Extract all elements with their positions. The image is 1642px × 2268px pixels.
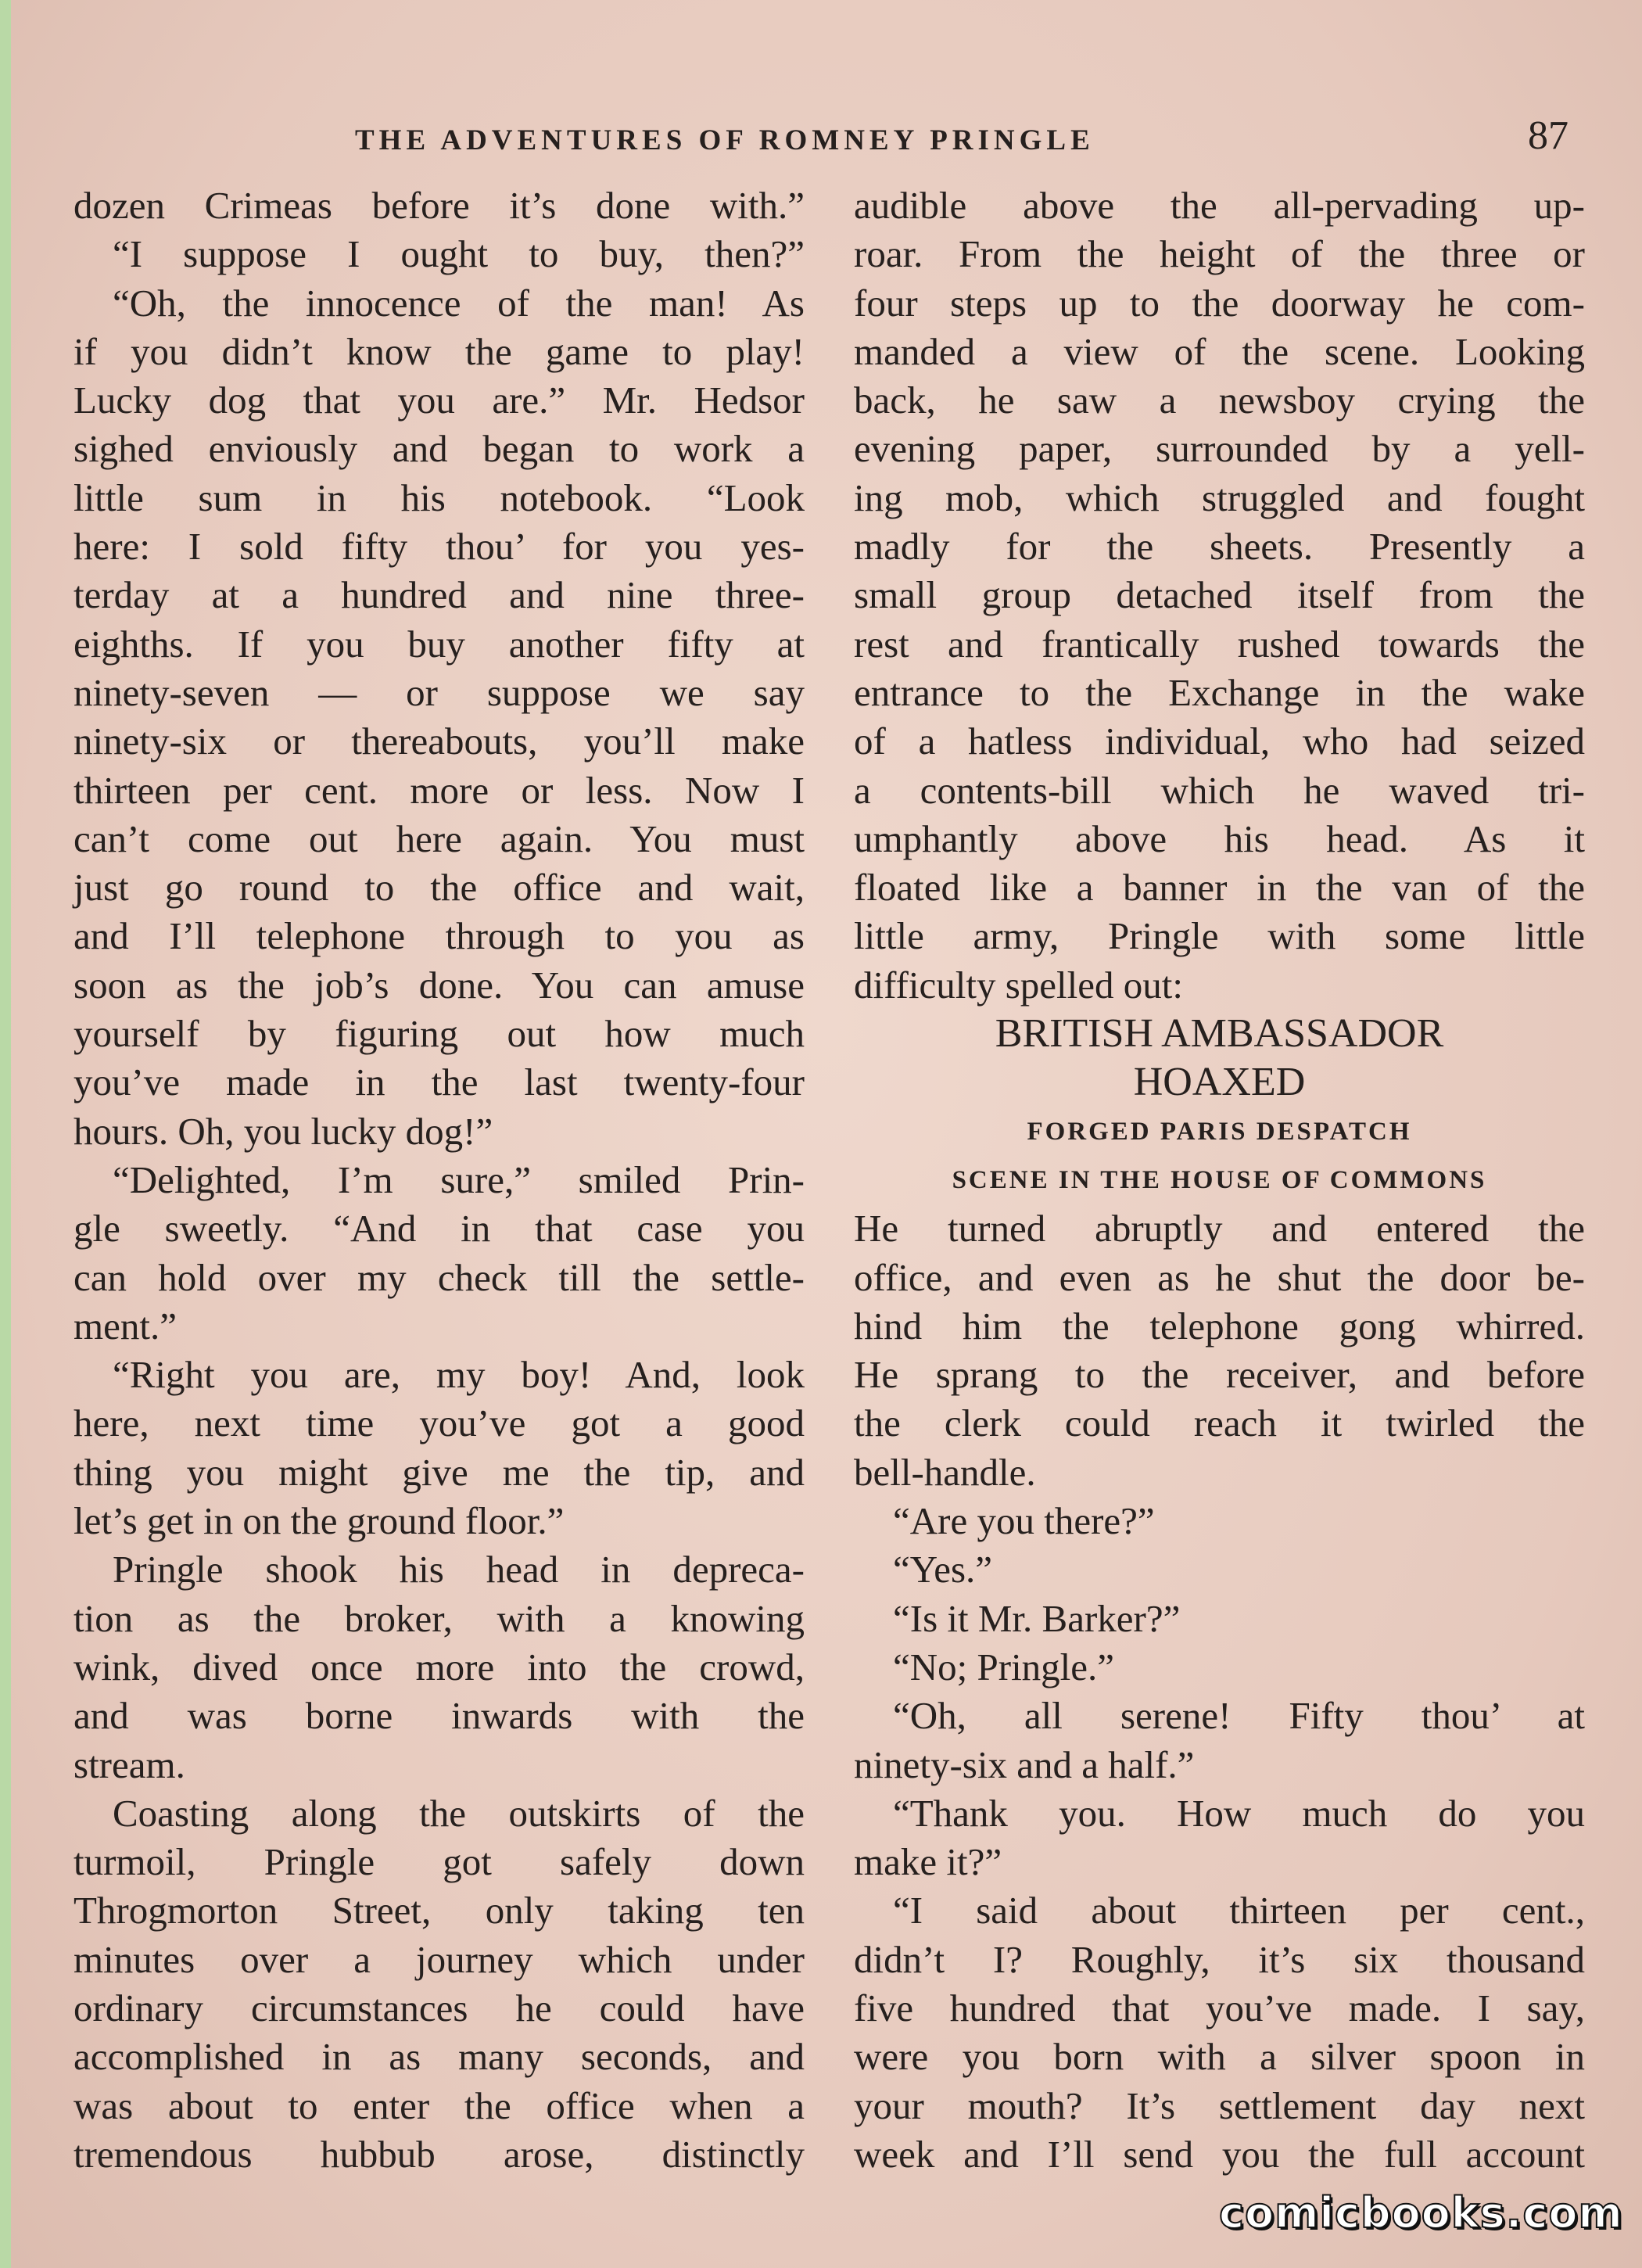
- text-line: ing mob, which struggled and fought: [854, 475, 1585, 519]
- text-line: soon as the job’s done. You can amuse: [73, 963, 805, 1007]
- page-number: 87: [1528, 113, 1569, 158]
- text-line: turmoil, Pringle got safely down: [73, 1840, 805, 1884]
- text-line: “Oh, all serene! Fifty thou’ at: [893, 1694, 1585, 1738]
- text-line: and I’ll telephone through to you as: [73, 914, 805, 958]
- text-line: ninety-six and a half.”: [854, 1742, 1195, 1786]
- site-watermark: comicbooks.com: [1219, 2188, 1623, 2237]
- text-line: make it?”: [854, 1840, 1002, 1884]
- text-line: floated like a banner in the van of the: [854, 866, 1585, 910]
- text-line: “Are you there?”: [893, 1499, 1155, 1543]
- text-line: here, next time you’ve got a good: [73, 1401, 805, 1445]
- text-line: didn’t I? Roughly, it’s six thousand: [854, 1937, 1585, 1981]
- left-column: [73, 181, 805, 2179]
- text-line: thirteen per cent. more or less. Now I: [73, 768, 805, 812]
- text-line: back, he saw a newsboy crying the: [854, 379, 1585, 422]
- text-line: sighed enviously and began to work a: [73, 427, 805, 471]
- text-line: if you didn’t know the game to play!: [73, 329, 805, 373]
- headline-line: HOAXED: [1133, 1060, 1306, 1105]
- text-line: stream.: [73, 1742, 185, 1786]
- text-line: Coasting along the outskirts of the: [113, 1791, 805, 1835]
- text-line: office, and even as he shut the door be-: [854, 1255, 1585, 1299]
- text-line: a contents-bill which he waved tri-: [854, 768, 1585, 812]
- text-line: madly for the sheets. Presently a: [854, 525, 1585, 569]
- text-line: entrance to the Exchange in the wake: [854, 670, 1585, 714]
- text-line: just go round to the office and wait,: [73, 866, 805, 910]
- text-line: ment.”: [73, 1304, 177, 1348]
- text-line: rest and frantically rushed towards the: [854, 622, 1585, 666]
- text-line: difficulty spelled out:: [854, 963, 1183, 1007]
- text-line: four steps up to the doorway he com-: [854, 281, 1585, 325]
- text-line: “Thank you. How much do you: [893, 1791, 1585, 1835]
- text-line: five hundred that you’ve made. I say,: [854, 1986, 1585, 2029]
- text-line: hours. Oh, you lucky dog!”: [73, 1109, 493, 1153]
- text-line: wink, dived once more into the crowd,: [73, 1645, 805, 1688]
- text-line: can hold over my check till the settle-: [73, 1255, 805, 1299]
- text-line: tremendous hubbub arose, distinctly: [73, 2132, 805, 2176]
- text-line: “I said about thirteen per cent.,: [893, 1889, 1585, 1932]
- subheadline-line: SCENE IN THE HOUSE OF COMMONS: [952, 1165, 1487, 1194]
- text-line: was about to enter the office when a: [73, 2083, 805, 2127]
- text-line: He sprang to the receiver, and before: [854, 1353, 1585, 1397]
- text-line: umphantly above his head. As it: [854, 816, 1585, 860]
- text-line: of a hatless individual, who had seized: [854, 720, 1585, 763]
- text-line: thing you might give me the tip, and: [73, 1450, 805, 1494]
- text-line: Throgmorton Street, only taking ten: [73, 1889, 805, 1932]
- text-line: ordinary circumstances he could have: [73, 1986, 805, 2029]
- text-line: “Oh, the innocence of the man! As: [113, 281, 805, 325]
- subheadline-line: FORGED PARIS DESPATCH: [1027, 1117, 1412, 1146]
- text-line: small group detached itself from the: [854, 573, 1585, 617]
- text-line: eighths. If you buy another fifty at: [73, 622, 805, 666]
- text-line: “I suppose I ought to buy, then?”: [113, 232, 805, 276]
- text-line: Pringle shook his head in depreca-: [113, 1548, 805, 1592]
- text-line: the clerk could reach it twirled the: [854, 1401, 1585, 1445]
- text-line: minutes over a journey which under: [73, 1937, 805, 1981]
- text-line: your mouth? It’s settlement day next: [854, 2083, 1585, 2127]
- headline-line: BRITISH AMBASSADOR: [995, 1011, 1444, 1057]
- text-line: week and I’ll send you the full account: [854, 2132, 1585, 2176]
- text-line: “Is it Mr. Barker?”: [893, 1596, 1181, 1640]
- text-line: terday at a hundred and nine three-: [73, 573, 805, 617]
- text-line: Lucky dog that you are.” Mr. Hedsor: [73, 379, 805, 422]
- text-line: hind him the telephone gong whirred.: [854, 1304, 1585, 1348]
- text-line: bell-handle.: [854, 1450, 1036, 1494]
- text-line: dozen Crimeas before it’s done with.”: [73, 184, 805, 227]
- text-line: evening paper, surrounded by a yell-: [854, 427, 1585, 471]
- text-line: tion as the broker, with a knowing: [73, 1596, 805, 1640]
- text-line: let’s get in on the ground floor.”: [73, 1499, 565, 1543]
- text-line: and was borne inwards with the: [73, 1694, 805, 1738]
- text-line: little army, Pringle with some little: [854, 914, 1585, 958]
- text-line: “Yes.”: [893, 1548, 993, 1592]
- text-line: roar. From the height of the three or: [854, 232, 1585, 276]
- running-title: THE ADVENTURES OF ROMNEY PRINGLE: [355, 124, 1095, 156]
- text-line: gle sweetly. “And in that case you: [73, 1207, 805, 1251]
- right-column: [854, 181, 1585, 2179]
- text-line: little sum in his notebook. “Look: [73, 475, 805, 519]
- text-line: manded a view of the scene. Looking: [854, 329, 1585, 373]
- text-line: can’t come out here again. You must: [73, 816, 805, 860]
- text-line: “Delighted, I’m sure,” smiled Prin-: [113, 1157, 805, 1201]
- text-line: “Right you are, my boy! And, look: [113, 1353, 805, 1397]
- text-line: He turned abruptly and entered the: [854, 1207, 1585, 1251]
- text-line: here: I sold fifty thou’ for you yes-: [73, 525, 805, 569]
- book-page: [11, 0, 1642, 2268]
- text-line: you’ve made in the last twenty-four: [73, 1060, 805, 1104]
- text-line: audible above the all-pervading up-: [854, 184, 1585, 227]
- text-line: accomplished in as many seconds, and: [73, 2035, 805, 2079]
- text-line: yourself by figuring out how much: [73, 1012, 805, 1056]
- text-line: ninety-seven — or suppose we say: [73, 670, 805, 714]
- text-line: “No; Pringle.”: [893, 1645, 1115, 1688]
- text-line: were you born with a silver spoon in: [854, 2035, 1585, 2079]
- running-head: [11, 113, 1642, 164]
- text-line: ninety-six or thereabouts, you’ll make: [73, 720, 805, 763]
